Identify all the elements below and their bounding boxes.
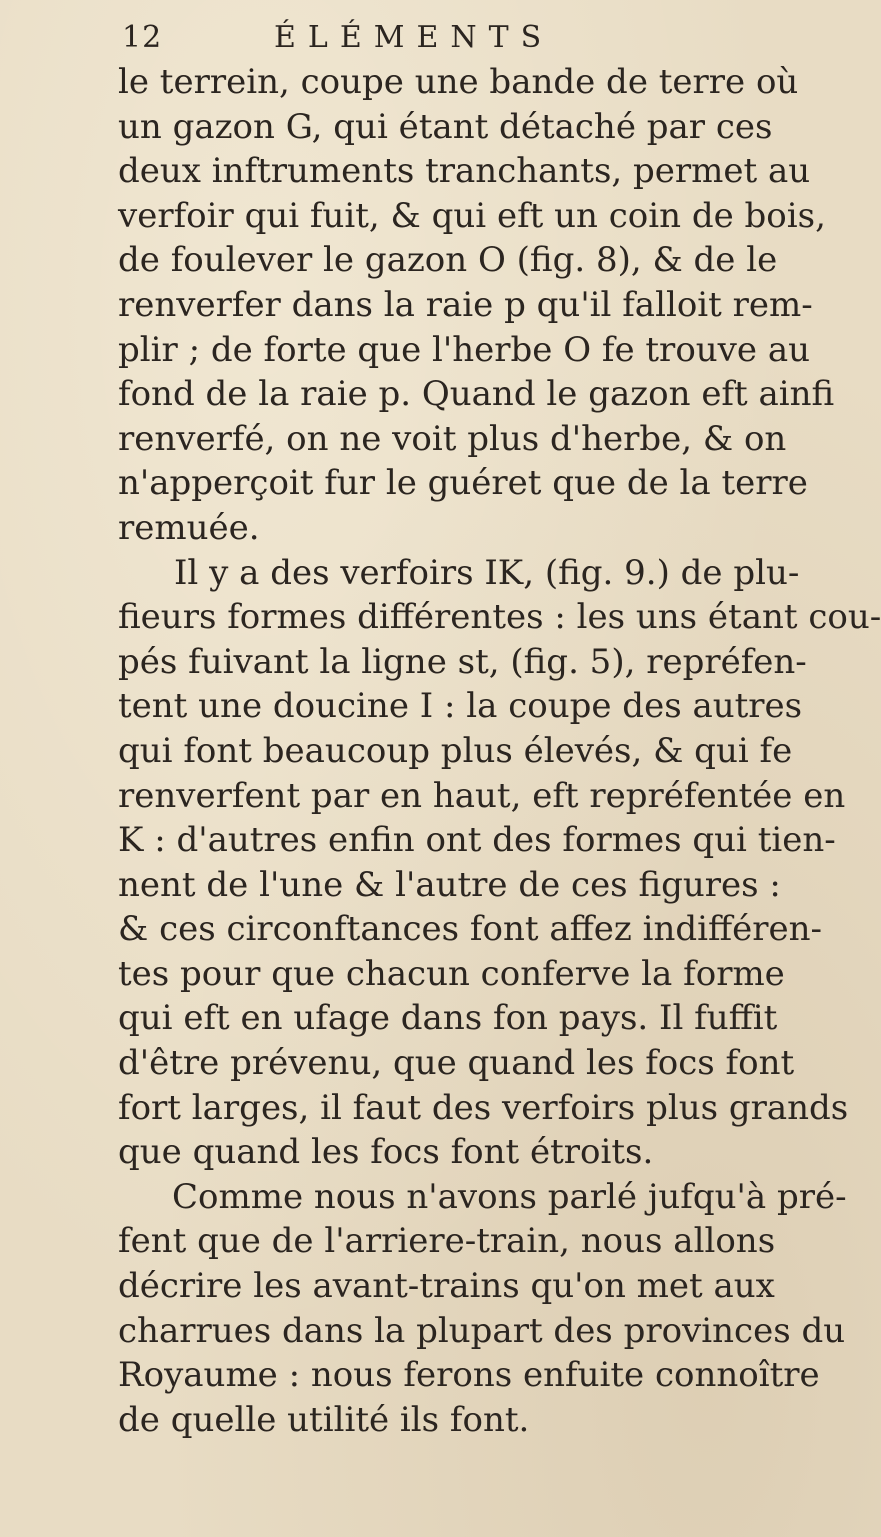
text-line: tes pour que chacun conferve la forme — [118, 953, 785, 994]
paragraph-start: Comme nous n'avons parlé jufqu'à pré- — [172, 1176, 847, 1217]
text-body — [118, 60, 881, 1442]
text-line: n'apperçoit fur le guéret que de la terre — [118, 463, 808, 504]
text-line: décrire les avant-trains qu'on met aux — [118, 1266, 775, 1307]
running-head — [122, 20, 662, 60]
text-line: fent que de l'arriere-train, nous allons — [118, 1221, 776, 1262]
text-line: nent de l'une & l'autre de ces figures : — [118, 864, 781, 905]
text-line: de quelle utilité ils font. — [118, 1399, 530, 1440]
text-line: que quand les focs font étroits. — [118, 1132, 654, 1173]
text-line: d'être prévenu, que quand les focs font — [118, 1043, 795, 1084]
text-line: remuée. — [118, 507, 260, 548]
text-line: fond de la raie p. Quand le gazon eft ainfi — [118, 374, 835, 415]
text-line: tent une doucine I : la coupe des autres — [118, 686, 803, 727]
text-line: un gazon G, qui étant détaché par ces — [118, 106, 773, 147]
running-title: ÉLÉMENTS — [274, 20, 554, 55]
text-line: K : d'autres enfin ont des formes qui tien- — [118, 820, 836, 861]
text-line: & ces circonftances font affez indifféren- — [118, 909, 823, 950]
text-line: qui eft en ufage dans fon pays. Il fuffit — [118, 998, 778, 1039]
text-line: verfoir qui fuit, & qui eft un coin de bois, — [118, 195, 826, 236]
text-line: le terrein, coupe une bande de terre où — [118, 62, 799, 102]
page-number: 12 — [122, 20, 163, 55]
text-line: charrues dans la plupart des provinces du — [118, 1310, 846, 1351]
text-line: plir ; de forte que l'herbe O fe trouve au — [118, 329, 810, 370]
text-line: pés fuivant la ligne st, (fig. 5), repréfen- — [118, 641, 807, 682]
text-line: renverfer dans la raie p qu'il falloit rem- — [118, 284, 813, 325]
text-line: fieurs formes différentes : les uns étant cou- — [118, 597, 881, 638]
text-line: fort larges, il faut des verfoirs plus grands — [118, 1087, 849, 1128]
text-line: Royaume : nous ferons enfuite connoître — [118, 1355, 820, 1396]
text-line: renverfé, on ne voit plus d'herbe, & on — [118, 418, 787, 459]
text-line: deux inftruments tranchants, permet au — [118, 151, 811, 192]
text-line: renverfent par en haut, eft repréfentée en — [118, 775, 846, 816]
paragraph-start: Il y a des verfoirs IK, (fig. 9.) de plu- — [174, 552, 800, 593]
text-line: qui font beaucoup plus élevés, & qui fe — [118, 730, 793, 771]
text-line: de foulever le gazon O (fig. 8), & de le — [118, 240, 778, 281]
